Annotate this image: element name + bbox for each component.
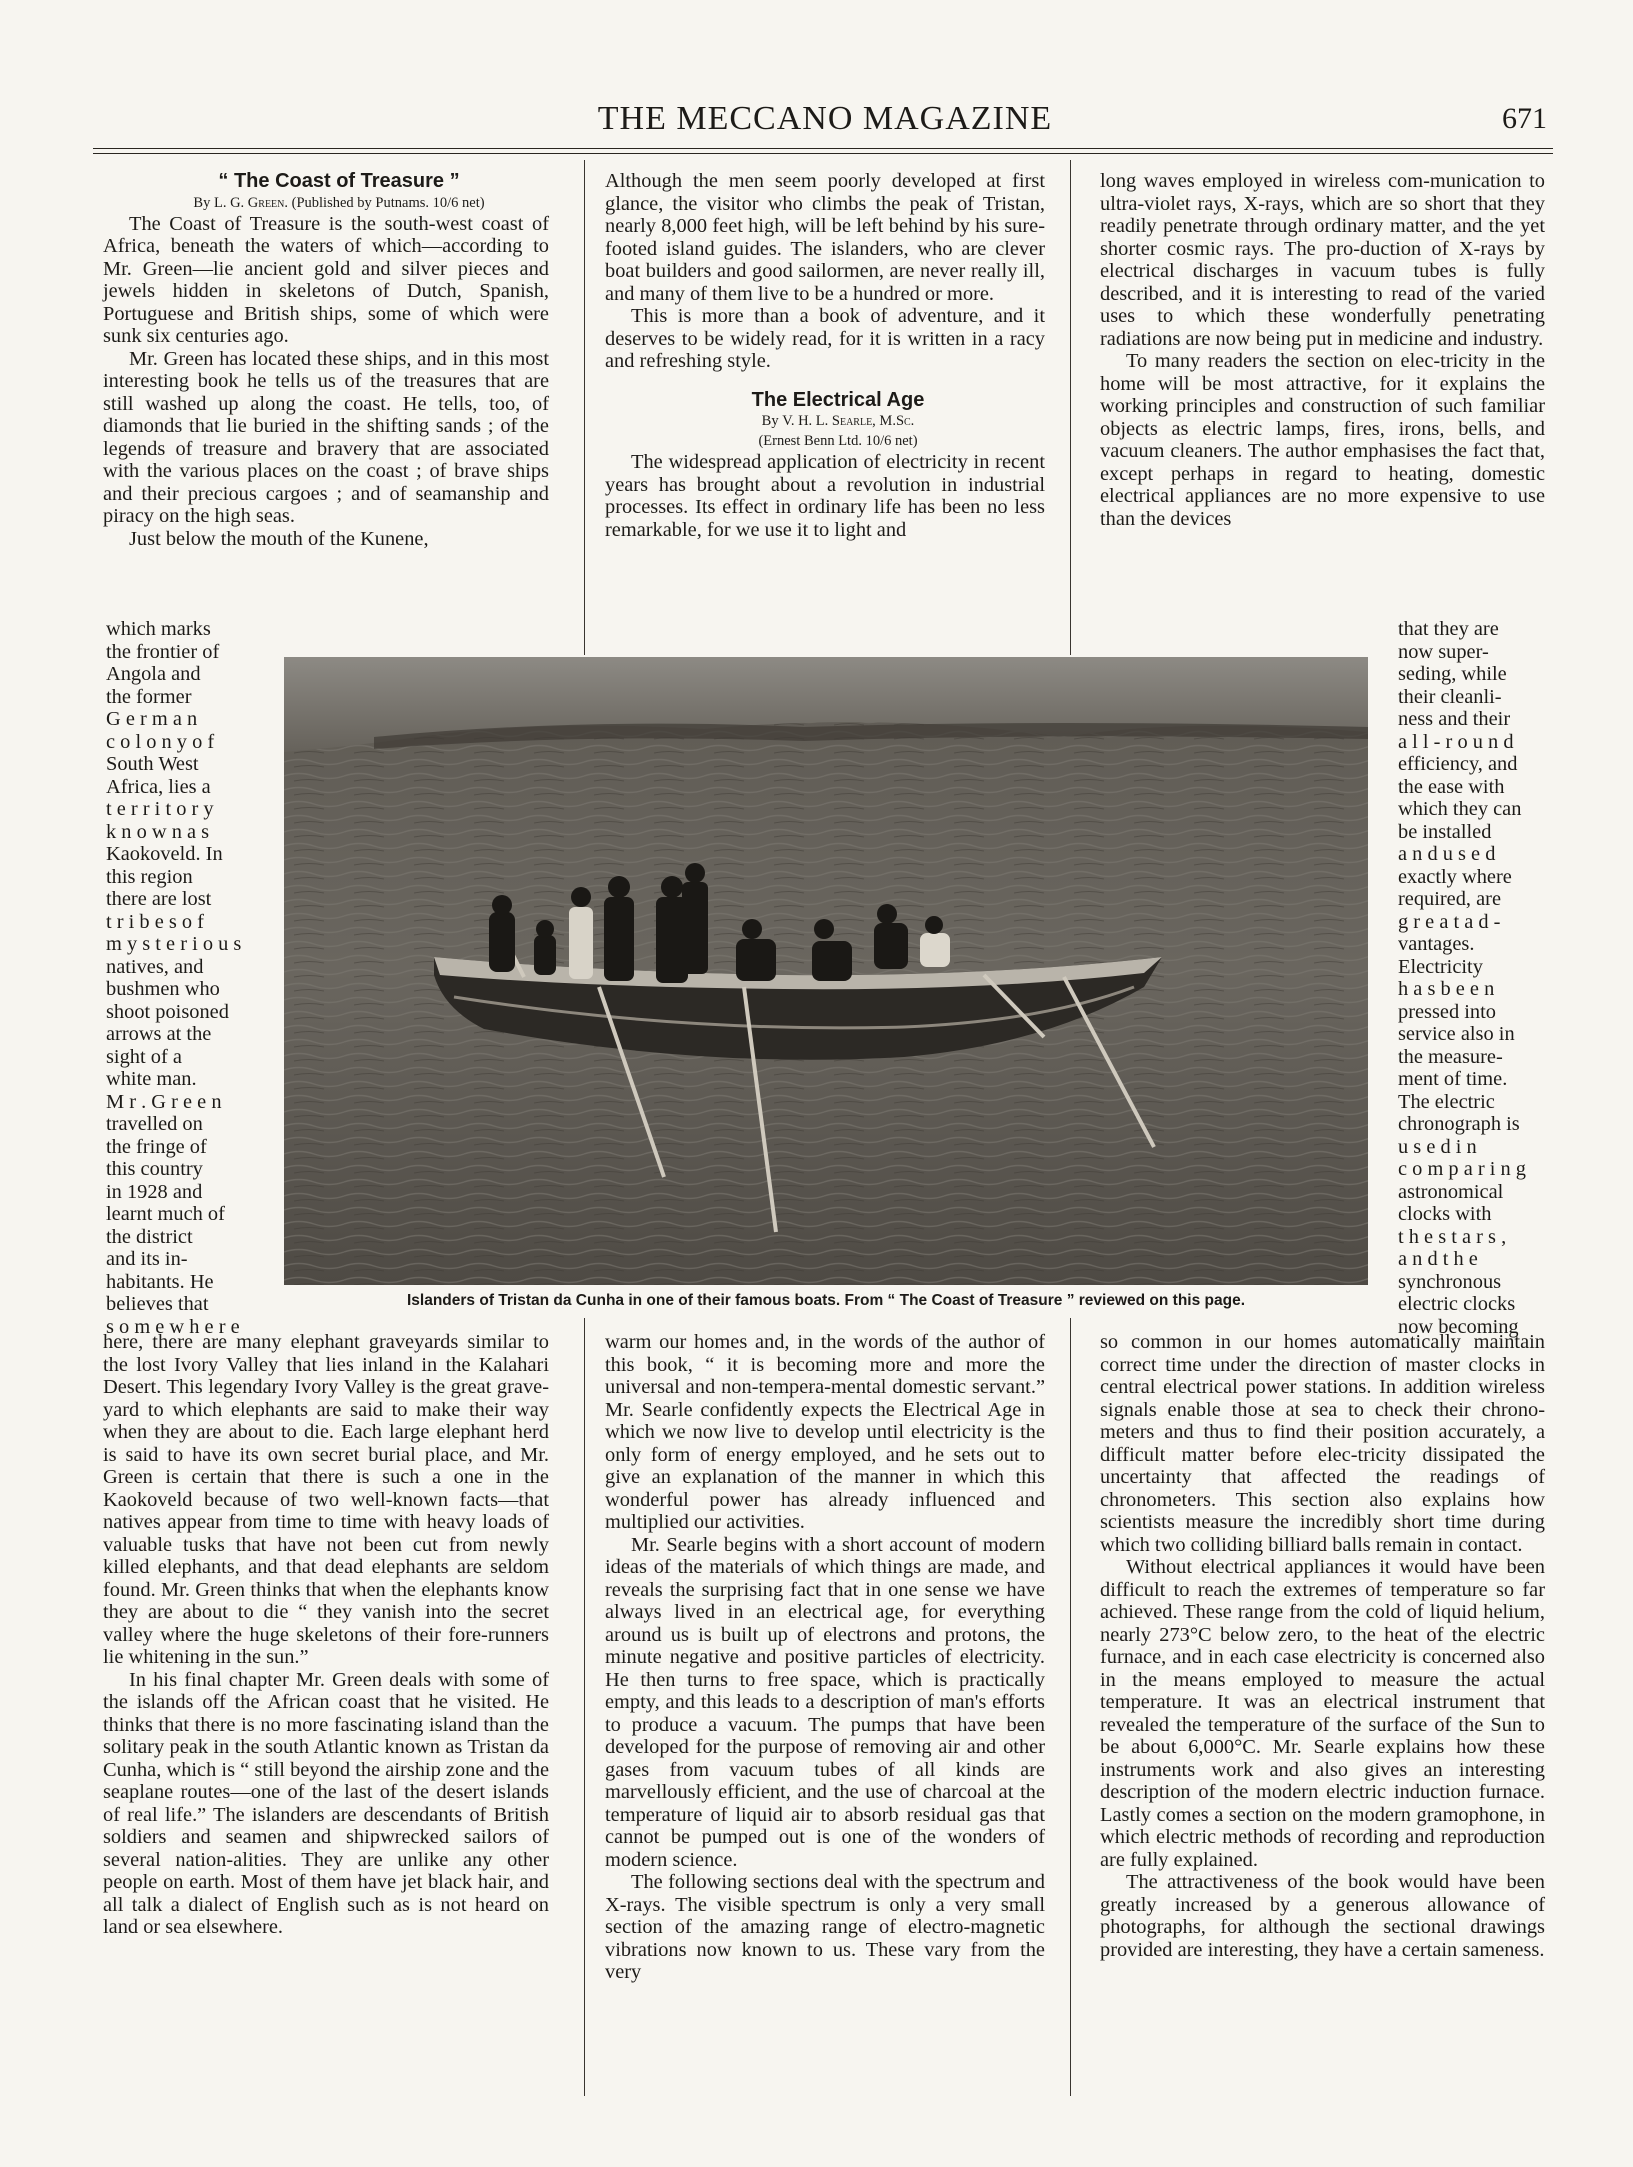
- middle-column-bottom: [605, 1331, 1045, 1984]
- narrow-text-left: [106, 618, 258, 1338]
- text-line: this region: [106, 865, 193, 888]
- right-column-top: [1100, 170, 1545, 530]
- text-line: t h e s t a r s ,: [1398, 1225, 1507, 1248]
- text-line: vantages.: [1398, 933, 1475, 955]
- article-byline: By V. H. L. Searle, M.Sc.: [761, 413, 915, 429]
- text-line: Kaokoveld. In: [106, 843, 223, 865]
- text-line: astronomical: [1398, 1180, 1504, 1203]
- text-line: arrows at the: [106, 1023, 212, 1045]
- header-rule-double: [93, 153, 1553, 154]
- text-line: required, are: [1398, 888, 1502, 910]
- page-number: 671: [1502, 102, 1547, 135]
- text-line: service also in: [1398, 1023, 1515, 1045]
- text-line: in 1928 and: [106, 1180, 203, 1203]
- text-line: be installed: [1398, 820, 1492, 843]
- text-line: t e r r i t o r y: [106, 798, 214, 820]
- text-line: Electricity: [1398, 955, 1483, 978]
- text-line: habitants. He: [106, 1270, 214, 1293]
- text-line: believes that: [106, 1293, 209, 1315]
- article-coast-of-treasure-top: [103, 170, 549, 550]
- text-line: a n d u s e d: [1398, 843, 1496, 865]
- paragraph: Without electrical appliances it would have been difficult to reach the extremes of temperature so far achieved. These range from the cold of liquid helium, nearly 273°C below zero, to the heat of the electric furnace, and in each case electricity is concerned also in the means employed to measure the actual temperature. It was an electrical instrument that revealed the temperature of the surface of the Sun to be about 6,000°C. Mr. Searle explains how these instruments work and also gives an interesting description of the modern electric induction furnace. Lastly comes a section on the modern gramophone, in which electric methods of recording and reproduction are fully explained.: [1100, 1556, 1545, 1871]
- text-line: a n d t h e: [1398, 1248, 1478, 1270]
- text-line: Africa, lies a: [106, 775, 211, 798]
- text-line: which marks: [106, 618, 211, 640]
- text-line: sight of a: [106, 1045, 182, 1068]
- author-name: V. H. L. Searle, M.Sc.: [782, 413, 915, 429]
- narrow-text-right: [1398, 618, 1548, 1338]
- paragraph: long waves employed in wireless com-munication to ultra-violet rays, X-rays, which are so short that they readily penetrate through ordinary matter, and the yet shorter cosmic rays. The pro-duction of X-rays by electrical discharges in vacuum tubes is fully described, and it is interesting to read of the varied uses to which these wonderfully penetrating radiations are now being put in medicine and industry.: [1100, 170, 1545, 350]
- text-line: learnt much of: [106, 1203, 225, 1225]
- text-line: Angola and: [106, 663, 201, 685]
- article-title: The Electrical Age: [751, 388, 925, 411]
- text-line: exactly where: [1398, 865, 1512, 888]
- paragraph: The widespread application of electricity in recent years has brought about a revolution in industrial processes. Its effect in ordinary life has been no less remarkable, for we use it to light and: [605, 451, 1045, 541]
- paragraph: Although the men seem poorly developed at first glance, the visitor who climbs the peak of Tristan, nearly 8,000 feet high, will be left behind by his sure-footed island guides. The islanders, who are clever boat builders and good sailormen, are never really ill, and many of them live to be a hundred or more.: [605, 170, 1045, 305]
- text-line: g r e a t a d -: [1398, 910, 1501, 933]
- boat-photo-illustration: [284, 657, 1368, 1285]
- paragraph: This is more than a book of adventure, and it deserves to be widely read, for it is written in a racy and refreshing style.: [605, 305, 1045, 372]
- text-line: The electric: [1398, 1090, 1495, 1113]
- paragraph: Mr. Searle begins with a short account of modern ideas of the materials of which things are made, and reveals the surprising fact that in one sense we have always lived in an electrical age, for everything around us is built up of electrons and protons, the minute negative and positive particles of electricity. He then turns to free space, which is practically empty, and this leads to a description of man's efforts to produce a vacuum. The pumps that have been developed for the purpose of removing air and other gases from vacuum tubes of all kinds are marvellously efficient, and the use of charcoal at the temperature of liquid air to absorb residual gas that cannot be pumped out is one of the wonders of modern science.: [605, 1533, 1045, 1871]
- text-line: k n o w n a s: [106, 820, 210, 843]
- text-line: now super-: [1398, 640, 1489, 663]
- column-divider-left: [584, 160, 585, 655]
- text-line: G e r m a n: [106, 708, 198, 730]
- text-line: seding, while: [1398, 663, 1507, 685]
- page-header: [95, 100, 1555, 144]
- article-byline: By L. G. Green. (Published by Putnams. 10/6 net): [193, 194, 485, 211]
- photo-caption: Islanders of Tristan da Cunha in one of their famous boats. From “ The Coast of Treasure ” reviewed on this page.: [406, 1292, 1245, 1309]
- article-coast-of-treasure-bottom: [103, 1331, 549, 1939]
- author-name: L. G. Green.: [213, 194, 289, 211]
- publisher-info: (Ernest Benn Ltd. 10/6 net): [758, 433, 918, 449]
- text-line: m y s t e r i o u s: [106, 933, 242, 955]
- text-line: a l l - r o u n d: [1398, 730, 1514, 753]
- paragraph: here, there are many elephant graveyards similar to the lost Ivory Valley that lies inland in the Kalahari Desert. This legendary Ivory Valley is the great grave-yard to which elephants are said to make their way when they are about to die. Each large elephant herd is said to have its own secret burial place, and Mr. Green is certain that there is such a one in the Kaokoveld because of two well-known facts—that natives appear from time to time with heavy loads of valuable tusks that have not been cut from newly killed elephants, and that dead elephants are seldom found. Mr. Green thinks that when the elephants know they are about to die “ they vanish into the secret valley where the huge skeletons of their fore-runners lie whitening in the sun.”: [103, 1331, 549, 1668]
- text-line: clocks with: [1398, 1203, 1492, 1225]
- text-line: ment of time.: [1398, 1068, 1508, 1090]
- text-line: pressed into: [1398, 1000, 1496, 1023]
- text-line: c o m p a r i n g: [1398, 1158, 1526, 1180]
- text-line: ness and their: [1398, 708, 1511, 730]
- text-line: bushmen who: [106, 978, 220, 1000]
- text-line: M r . G r e e n: [106, 1090, 222, 1113]
- boat-photograph: [284, 657, 1368, 1285]
- masthead: THE MECCANO MAGAZINE: [597, 100, 1053, 137]
- paragraph: so common in our homes automatically maintain correct time under the direction of master clocks in central electrical power stations. In addition wireless signals enable those at sea to check their chrono-meters and thus to find their position accurately, a difficult matter before elec-tricity dissipated the uncertainty that affected the readings of chronometers. This section also explains how scientists measure the incredibly short time during which two colliding billiard balls remain in contact.: [1100, 1331, 1545, 1556]
- text-line: the fringe of: [106, 1135, 207, 1158]
- text-line: c o l o n y o f: [106, 730, 215, 753]
- text-line: and its in-: [106, 1248, 188, 1270]
- text-line: there are lost: [106, 888, 212, 910]
- right-column-bottom: [1100, 1331, 1545, 1961]
- text-line: t r i b e s o f: [106, 910, 204, 933]
- middle-column-top: [605, 170, 1045, 541]
- paragraph: warm our homes and, in the words of the author of this book, “ it is becoming more and more the universal and non-tempera-mental domestic servant.” Mr. Searle confidently expects the Electrical Age in which we now live to develop until electricity is the only form of energy employed, and he sets out to give an explanation of the manner in which this wonderful power has already influenced and multiplied our activities.: [605, 1331, 1045, 1533]
- text-line: the frontier of: [106, 640, 220, 663]
- paragraph: To many readers the section on elec-tricity in the home will be most attractive, for it explains the working principles and construction of such familiar objects as electric lamps, fires, irons, bells, and vacuum cleaners. The author emphasises the fact that, except perhaps in regard to heating, domestic electrical appliances are no more expensive to use than the devices: [1100, 350, 1545, 530]
- text-line: this country: [106, 1158, 203, 1180]
- text-line: the measure-: [1398, 1045, 1503, 1068]
- text-line: u s e d i n: [1398, 1135, 1477, 1158]
- text-line: shoot poisoned: [106, 1000, 229, 1023]
- text-line: efficiency, and: [1398, 753, 1518, 775]
- column-divider-right-lower: [1070, 1318, 1071, 2096]
- text-line: natives, and: [106, 955, 204, 978]
- text-line: the ease with: [1398, 775, 1505, 798]
- text-line: chronograph is: [1398, 1113, 1520, 1135]
- paragraph: The following sections deal with the spectrum and X-rays. The visible spectrum is only a very small section of the amazing range of electro-magnetic vibrations now known to us. These vary from the very: [605, 1871, 1045, 1983]
- text-line: synchronous: [1398, 1270, 1502, 1293]
- text-line: their cleanli-: [1398, 685, 1502, 708]
- text-line: now becoming: [1398, 1315, 1519, 1338]
- column-divider-left-lower: [584, 1318, 585, 2096]
- column-divider-right: [1070, 160, 1071, 655]
- publisher-info: (Published by Putnams. 10/6 net): [288, 194, 485, 211]
- paragraph: Just below the mouth of the Kunene,: [129, 527, 429, 550]
- text-line: h a s b e e n: [1398, 978, 1495, 1000]
- text-line: South West: [106, 753, 199, 775]
- paragraph: In his final chapter Mr. Green deals with some of the islands off the African coast that he visited. He thinks that there is no more fascinating island than the solitary peak in the south Atlantic known as Tristan da Cunha, which is “ still beyond the airship zone and the seaplane routes—one of the last of the desert islands of real life.” The islanders are descendants of British soldiers and seamen and shipwrecked sailors of several nation-alities. They are unlike any other people on earth. Most of them have jet black hair, and all talk a dialect of English such as is not heard on land or sea elsewhere.: [103, 1668, 549, 1938]
- text-line: that they are: [1398, 618, 1499, 640]
- text-line: the district: [106, 1225, 193, 1248]
- text-line: white man.: [106, 1068, 197, 1090]
- text-line: electric clocks: [1398, 1293, 1516, 1315]
- text-line: which they can: [1398, 798, 1522, 820]
- paragraph: Mr. Green has located these ships, and in this most interesting book he tells us of the treasures that are still washed up along the coast. He tells, too, of diamonds that lie buried in the shifting sands ; of the legends of treasure and bravery that are associated with the various places on the coast ; of brave ships and their precious cargoes ; and of seamanship and piracy on the high seas.: [103, 347, 549, 527]
- text-line: s o m e w h e r e: [106, 1315, 240, 1338]
- paragraph: The attractiveness of the book would have been greatly increased by a generous allowance of photographs, for although the sectional drawings provided are interesting, they have a certain sameness.: [1100, 1871, 1545, 1961]
- paragraph: The Coast of Treasure is the south-west coast of Africa, beneath the waters of which—according to Mr. Green—lie ancient gold and silver pieces and jewels hidden in skeletons of Dutch, Spanish, Portuguese and British ships, some of which were sunk six centuries ago.: [103, 212, 549, 347]
- text-line: the former: [106, 685, 192, 708]
- article-title: “ The Coast of Treasure ”: [218, 170, 460, 192]
- header-rule: [93, 148, 1553, 149]
- text-line: travelled on: [106, 1113, 203, 1135]
